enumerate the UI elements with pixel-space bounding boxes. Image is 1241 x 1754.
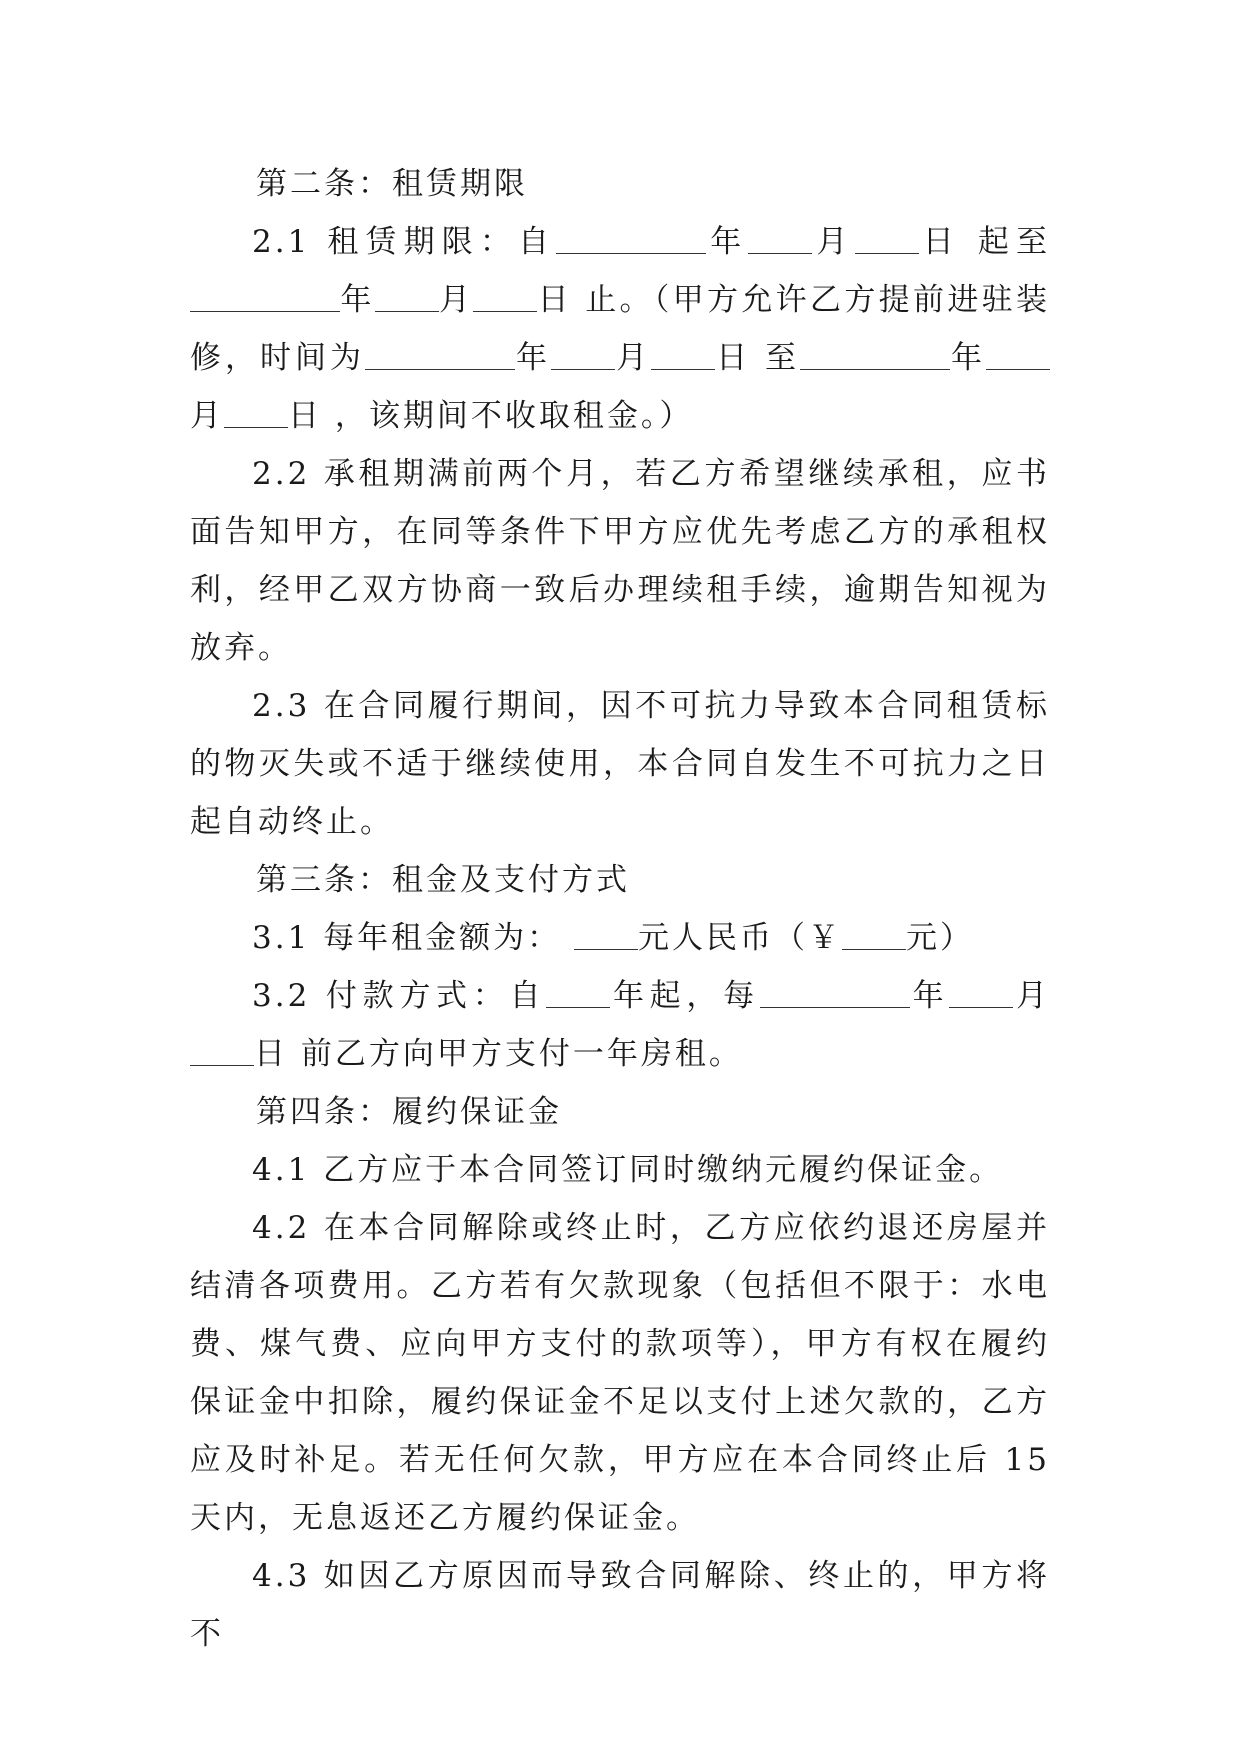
clause-text: 日 ，该期间不收取租金。） [288, 398, 694, 434]
unit-year: 年 [909, 978, 950, 1014]
blank-field[interactable] [375, 281, 439, 312]
blank-field[interactable] [574, 919, 638, 950]
blank-field[interactable] [551, 339, 615, 370]
unit-month: 月 [615, 340, 652, 376]
blank-field[interactable] [365, 339, 515, 370]
clause-4-2: 4.2 在本合同解除或终止时，乙方应依约退还房屋并结清各项费用。乙方若有欠款现象（包括但不限于：水电费、煤气费、应向甲方支付的款项等），甲方有权在履约保证金中扣除，履约保证金不足以支付上述欠款的，乙方应及时补足。若无任何欠款，甲方应在本合同终止后 15 天内，无息返还乙方履约保证金。 [190, 1210, 1050, 1536]
unit-month: 月 [812, 224, 855, 260]
unit-month: 月 [190, 398, 224, 434]
clause-4-1: 4.1 乙方应于本合同签订同时缴纳元履约保证金。 [252, 1152, 1004, 1188]
clause-2-2: 2.2 承租期满前两个月，若乙方希望继续承租，应书面告知甲方，在同等条件下甲方应优先考虑乙方的承租权利，经甲乙双方协商一致后办理续租手续，逾期告知视为放弃。 [190, 456, 1050, 666]
blank-field[interactable] [190, 281, 340, 312]
clause-number: 2.1 [252, 224, 311, 260]
contract-text [190, 155, 1050, 1663]
article-3-heading: 第三条：租金及支付方式 [256, 862, 630, 898]
blank-field[interactable] [949, 977, 1013, 1008]
clause-2-3: 2.3 在合同履行期间，因不可抗力导致本合同租赁标的物灭失或不适于继续使用，本合同自发生不可抗力之日起自动终止。 [190, 688, 1050, 840]
clause-text: 租赁期限：自 [327, 224, 557, 260]
clause-3-2 [190, 967, 1050, 1083]
clause-text: 日 止。（甲方允许乙方提前进驻装修，时间为 [190, 282, 1051, 376]
unit-month: 月 [1013, 978, 1051, 1014]
blank-field[interactable] [842, 919, 906, 950]
unit-year: 年 [340, 282, 375, 318]
clause-2-1 [190, 213, 1050, 445]
clause-3-1 [190, 909, 1050, 967]
clause-text: 年起，每 [610, 978, 760, 1014]
unit-month: 月 [438, 282, 474, 318]
blank-field[interactable] [190, 1035, 254, 1066]
clause-text: 日 起至 [918, 224, 1051, 260]
blank-field[interactable] [546, 977, 610, 1008]
clause-text: 日 前乙方向甲方支付一年房租。 [254, 1036, 743, 1072]
article-4-heading: 第四条：履约保证金 [256, 1094, 562, 1130]
article-2-heading: 第二条：租赁期限 [256, 166, 528, 202]
blank-field[interactable] [556, 223, 706, 254]
blank-field[interactable] [224, 397, 288, 428]
unit-year: 年 [515, 340, 552, 376]
clause-text: 元） [906, 920, 975, 956]
clause-text: 日 至 [715, 340, 801, 376]
blank-field[interactable] [651, 339, 715, 370]
blank-field[interactable] [800, 339, 950, 370]
clause-text: 3.2 付款方式：自 [252, 978, 547, 1014]
clause-text: 3.1 每年租金额为： [252, 920, 562, 956]
blank-field[interactable] [986, 339, 1050, 370]
blank-field[interactable] [760, 977, 910, 1008]
blank-field[interactable] [855, 223, 919, 254]
clause-4-3: 4.3 如因乙方原因而导致合同解除、终止的，甲方将不 [190, 1558, 1050, 1652]
blank-field[interactable] [473, 281, 537, 312]
unit-year: 年 [950, 340, 987, 376]
clause-text: 元人民币（￥ [638, 920, 843, 956]
unit-year: 年 [706, 224, 749, 260]
blank-field[interactable] [748, 223, 812, 254]
